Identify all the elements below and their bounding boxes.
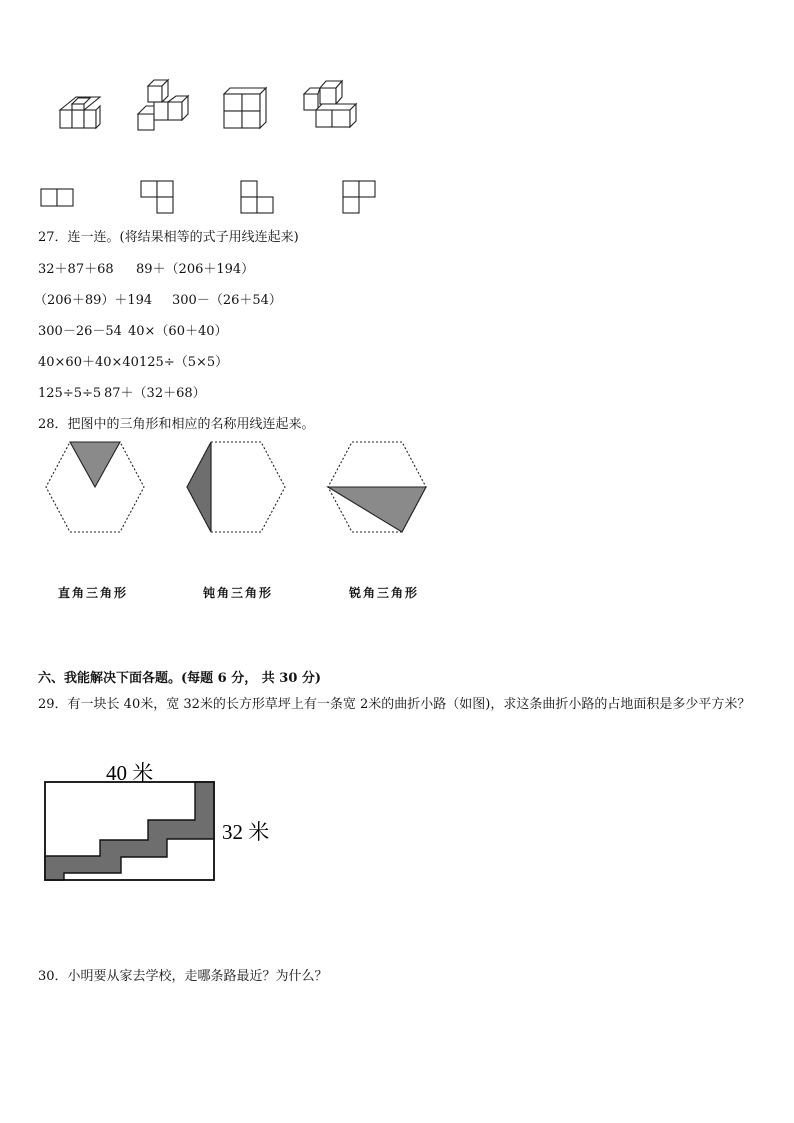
q27-left-3: 300－26－54: [38, 324, 122, 339]
q27-right-1: 89＋（206＋194）: [136, 262, 255, 277]
q27-right-4: 125÷（5×5）: [139, 355, 229, 370]
q27-left-2: （206＋89）＋194: [34, 293, 153, 308]
label-acute-triangle: 锐角三角形: [349, 586, 420, 600]
view-figure-4: [343, 181, 375, 213]
q27-left-4: 40×60＋40×40: [38, 355, 139, 370]
section-6-heading: 六、我能解决下面各题。(每题 6 分， 共 30 分): [38, 671, 322, 686]
right-shaded-triangle: [328, 487, 426, 532]
q29-text: 29．有一块长 40米，宽 32米的长方形草坪上有一条宽 2米的曲折小路（如图)，求这条曲折小路的占地面积是多少平方米？: [38, 697, 751, 712]
cube-figures: [0, 0, 794, 220]
q27-right-5: 87＋（32＋68）: [104, 386, 206, 401]
acute-shaded-triangle: [70, 442, 120, 487]
cube-figure-1: [60, 97, 100, 128]
q28-prompt: 28．把图中的三角形和相应的名称用线连起来。: [38, 417, 315, 432]
q27-left-5: 125÷5÷5: [38, 386, 102, 401]
q27-right-3: 40×（60＋40）: [128, 324, 228, 339]
q27-right-2: 300－（26＋54）: [172, 293, 282, 308]
obtuse-shaded-triangle: [187, 442, 211, 532]
view-figure-3: [241, 181, 273, 213]
label-obtuse-triangle: 钝角三角形: [203, 586, 274, 600]
cube-figure-3: [224, 88, 266, 128]
width-label: 32 米: [222, 820, 270, 844]
view-figure-2: [141, 181, 173, 213]
lawn-path-figure: [0, 755, 300, 885]
hexagon-figures: [0, 438, 794, 538]
view-figure-1: [41, 189, 73, 206]
q27-prompt: 27．连一连。(将结果相等的式子用线连起来): [38, 230, 299, 245]
length-label: 40 米: [106, 761, 154, 785]
cube-figure-2: [138, 80, 188, 130]
label-right-triangle: 直角三角形: [58, 586, 129, 600]
cube-figure-4: [304, 81, 356, 127]
q30-text: 30．小明要从家去学校，走哪条路最近？为什么？: [38, 969, 328, 984]
q27-left-1: 32＋87＋68: [38, 262, 114, 277]
